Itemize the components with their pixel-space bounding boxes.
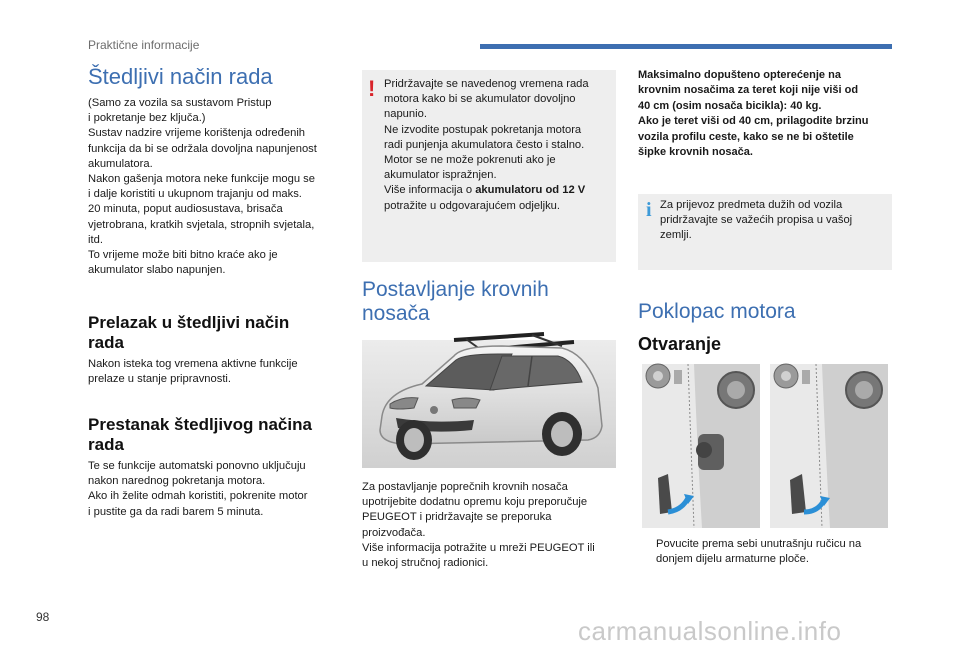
enter-eco-text: Nakon isteka tog vremena aktivne funkcije prelaze u stanje pripravnosti.: [88, 358, 298, 386]
exit-eco-text: Te se funkcije automatski ponovno uključuju nakon narednog pokretanja motora. Ako ih želite odmah koristiti, pokrenite motor i pustite ga da radi barem 5 minuta.: [88, 460, 308, 518]
running-header: Praktične informacije: [88, 38, 200, 52]
bonnet-release-lever-illustration: [638, 362, 892, 530]
car-roof-bars-illustration: [362, 326, 616, 468]
eco-mode-intro: (Samo za vozila sa sustavom Pristup i pokretanje bez ključa.) Sustav nadzire vrijeme korištenja određenih funkcija da bi se održala dovoljna napunjenost akumulatora. Nakon gašenja motora neke funkcije mogu se i dalje koristiti u ukupnom trajanju od maks. 20 minuta, poput audiosustava, brisača vjetrobrana, kratkih svjetala, stropnih svjetala, itd. To vrijeme može biti bitno kraće ako je akumulator slabo napunjen.: [88, 97, 317, 277]
roof-load-warning-text: Maksimalno dopušteno opterećenje na krovnim nosačima za teret koji nije viši od 40 cm (osim nosača bicikla): 40 kg. Ako je teret viši od 40 cm, prilagodite brzinu vozila profilu ceste, kako se ne bi oštetile šipke krovnih nosača.: [638, 69, 869, 159]
watermark: carmanualsonline.info: [578, 616, 842, 646]
header-accent-bar: [480, 44, 892, 49]
warning-text: Pridržavajte se navedenog vremena rada motora kako bi se akumulator dovoljno napunio. Ne izvodite postupak pokretanja motora radi punjenja akumulatora često i stalno. Motor se ne može pokrenuti ako je akumulator ispražnjen. Više informacija o akumulatoru od 12 V potražite u odgovarajućem odjeljku.: [384, 78, 589, 212]
section-title-bonnet: Poklopac motora: [638, 300, 796, 323]
info-text: Za prijevoz predmeta dužih od vozila pridržavajte se važećih propisa u vašoj zemlji.: [660, 199, 853, 242]
page-number: 98: [36, 610, 50, 624]
subsection-title-opening: Otvaranje: [638, 334, 722, 354]
section-title-eco-mode: Štedljivi način rada: [88, 64, 273, 89]
section-title-roof-bars: Postavljanje krovnih nosača: [362, 278, 549, 326]
info-icon: i: [646, 199, 652, 221]
bonnet-instruction-text: Povucite prema sebi unutrašnju ručicu na donjem dijelu armaturne ploče.: [656, 538, 862, 566]
warning-icon: !: [368, 76, 376, 101]
subsection-title-enter-eco: Prelazak u štedljivi način rada: [88, 313, 290, 353]
subsection-title-exit-eco: Prestanak štedljivog načina rada: [88, 415, 312, 455]
roof-bars-text: Za postavljanje poprečnih krovnih nosača upotrijebite dodatnu opremu koju preporučuje PEUGEOT i pridržavajte se preporuka proizvođača. Više informacija potražite u mreži PEUGEOT ili u nekoj stručnoj radionici.: [362, 481, 595, 570]
